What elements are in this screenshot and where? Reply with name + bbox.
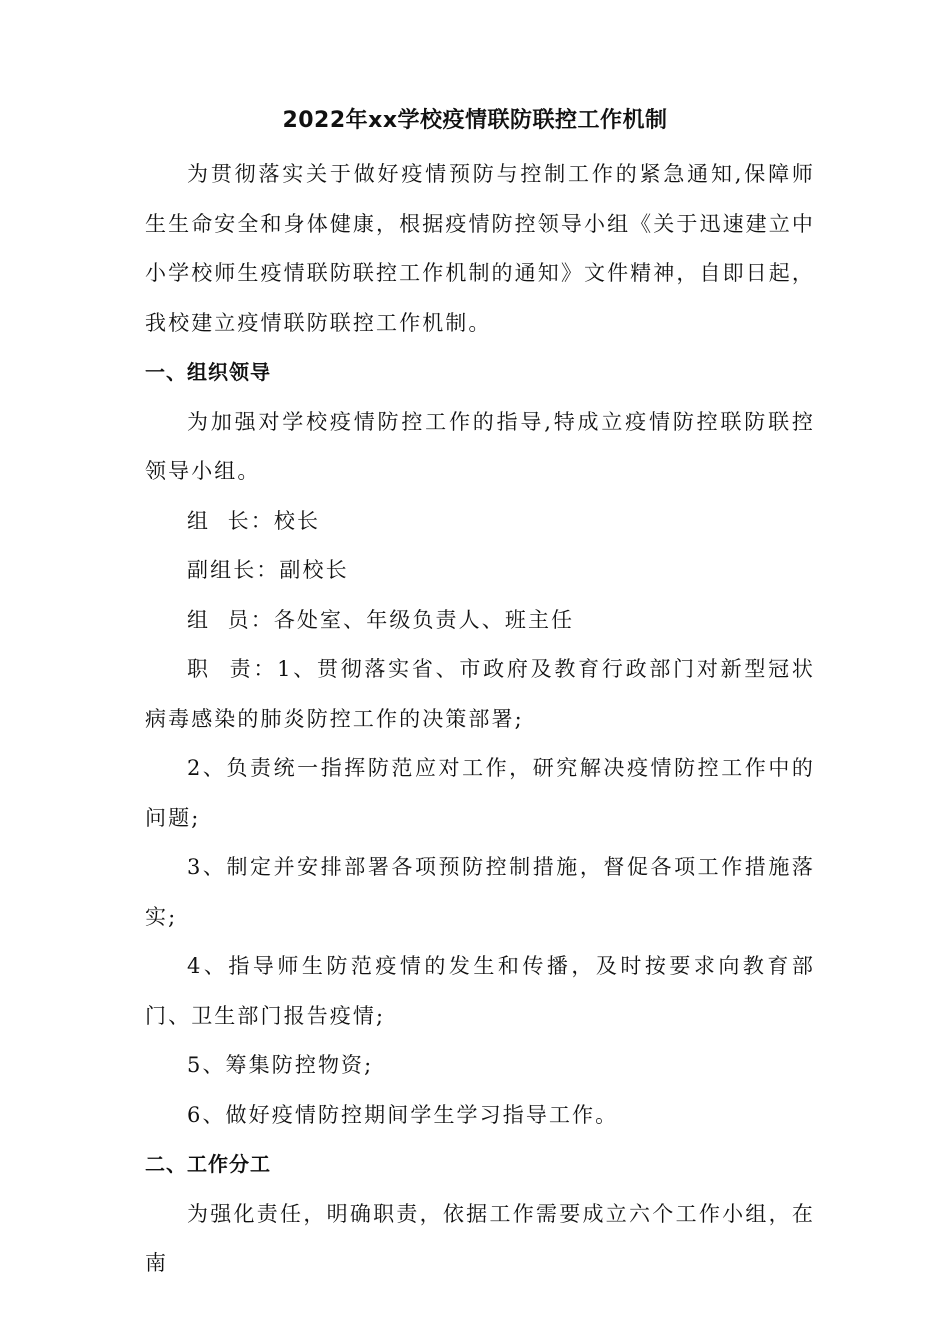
duty-item: 4、指导师生防范疫情的发生和传播，及时按要求向教育部门、卫生部门报告疫情; [145, 954, 815, 1028]
members-line: 组 员：各处室、年级负责人、班主任 [187, 607, 575, 632]
duty-item: 2、负责统一指挥防范应对工作，研究解决疫情防控工作中的问题; [145, 756, 815, 830]
document-title: 2022年xx学校疫情联防联控工作机制 [282, 108, 668, 133]
intro-paragraph: 为贯彻落实关于做好疫情预防与控制工作的紧急通知,保障师生生命安全和身体健康，根据疫情防控领导小组《关于迅速建立中小学校师生疫情联防联控工作机制的通知》文件精神，自即日起，我校建立疫情联防联控工作机制。 [145, 162, 815, 335]
organization-paragraph: 为加强对学校疫情防控工作的指导,特成立疫情防控联防联控领导小组。 [145, 409, 815, 483]
section-heading-division-of-work: 二、工作分工 [145, 1152, 271, 1176]
leader-line: 组 长：校长 [187, 508, 321, 533]
duty-item: 6、做好疫情防控期间学生学习指导工作。 [187, 1102, 619, 1127]
division-of-work-paragraph: 为强化责任，明确职责，依据工作需要成立六个工作小组，在南 [145, 1201, 815, 1275]
duty-item: 3、制定并安排部署各项预防控制措施，督促各项工作措施落实; [145, 855, 815, 929]
deputy-leader-line: 副组长：副校长 [187, 558, 349, 582]
document-body [145, 150, 815, 1289]
duty-item: 职 责：1、贯彻落实省、市政府及教育行政部门对新型冠状病毒感染的肺炎防控工作的决策部署; [145, 657, 815, 731]
duty-item: 5、筹集防控物资; [187, 1053, 374, 1077]
section-heading-organization: 一、组织领导 [145, 360, 271, 384]
